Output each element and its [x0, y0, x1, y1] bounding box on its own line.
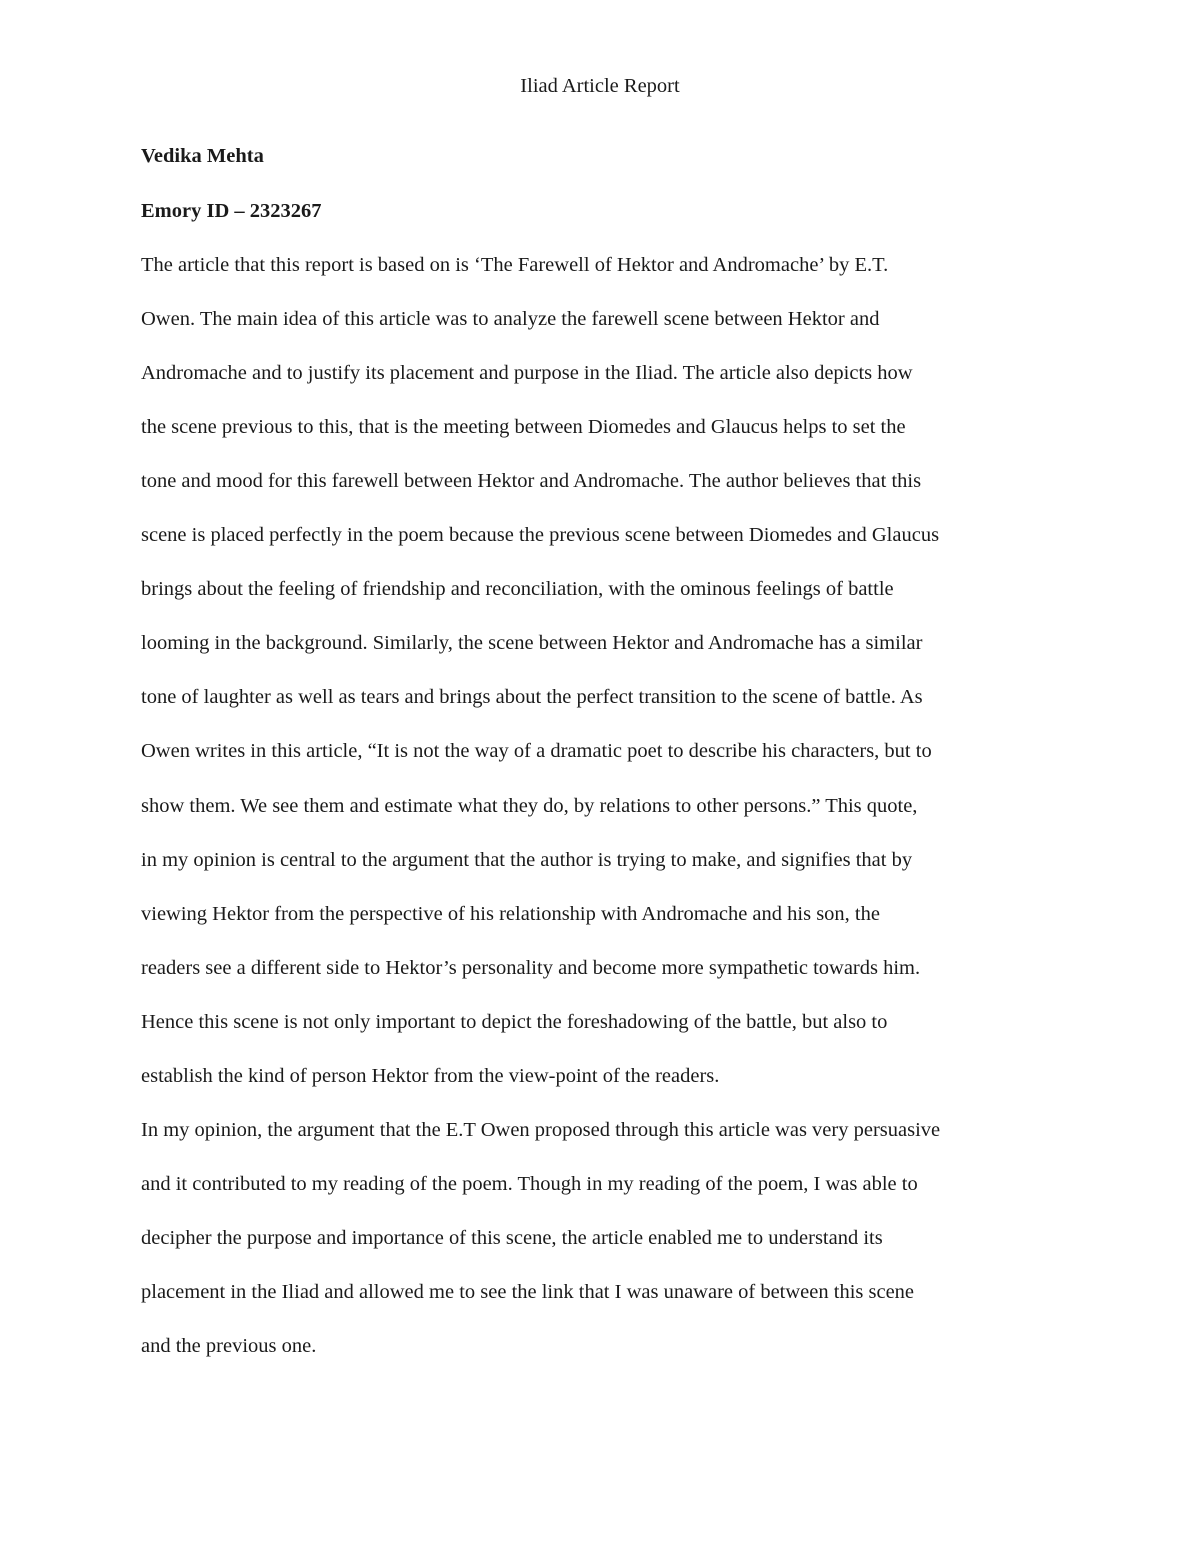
text-line: in my opinion is central to the argument that the author is trying to make, and signifies that by [141, 849, 913, 871]
text-line: viewing Hektor from the perspective of his relationship with Andromache and his son, the [141, 903, 880, 925]
text-line: tone and mood for this farewell between Hektor and Andromache. The author believes that this [141, 470, 922, 492]
text-line: tone of laughter as well as tears and brings about the perfect transition to the scene of battle. As [141, 686, 923, 708]
text-line: Owen writes in this article, “It is not the way of a dramatic poet to describe his characters, but to [141, 740, 932, 762]
text-line: the scene previous to this, that is the meeting between Diomedes and Glaucus helps to set the [141, 416, 906, 438]
text-line: readers see a different side to Hektor’s personality and become more sympathetic towards him. [141, 957, 921, 979]
text-line: In my opinion, the argument that the E.T Owen proposed through this article was very persuasive [141, 1119, 941, 1141]
text-line: decipher the purpose and importance of this scene, the article enabled me to understand its [141, 1227, 883, 1249]
text-line: scene is placed perfectly in the poem because the previous scene between Diomedes and Glaucus [141, 524, 940, 546]
document-title: Iliad Article Report [520, 75, 680, 97]
text-line: establish the kind of person Hektor from the view-point of the readers. [141, 1065, 720, 1087]
text-line: Hence this scene is not only important to depict the foreshadowing of the battle, but also to [141, 1011, 888, 1033]
emory-id: Emory ID – 2323267 [141, 200, 322, 222]
text-line: and it contributed to my reading of the poem. Though in my reading of the poem, I was able to [141, 1173, 918, 1195]
text-line: Owen. The main idea of this article was to analyze the farewell scene between Hektor and [141, 308, 880, 330]
text-line: and the previous one. [141, 1335, 317, 1357]
text-line: The article that this report is based on is ‘The Farewell of Hektor and Andromache’ by E.T. [141, 254, 889, 276]
text-line: brings about the feeling of friendship and reconciliation, with the ominous feelings of battle [141, 578, 894, 600]
text-line: show them. We see them and estimate what they do, by relations to other persons.” This quote, [141, 795, 918, 817]
author-name: Vedika Mehta [141, 145, 264, 167]
text-line: placement in the Iliad and allowed me to see the link that I was unaware of between this scene [141, 1281, 915, 1303]
text-line: Andromache and to justify its placement and purpose in the Iliad. The article also depicts how [141, 362, 913, 384]
text-line: looming in the background. Similarly, the scene between Hektor and Andromache has a similar [141, 632, 923, 654]
